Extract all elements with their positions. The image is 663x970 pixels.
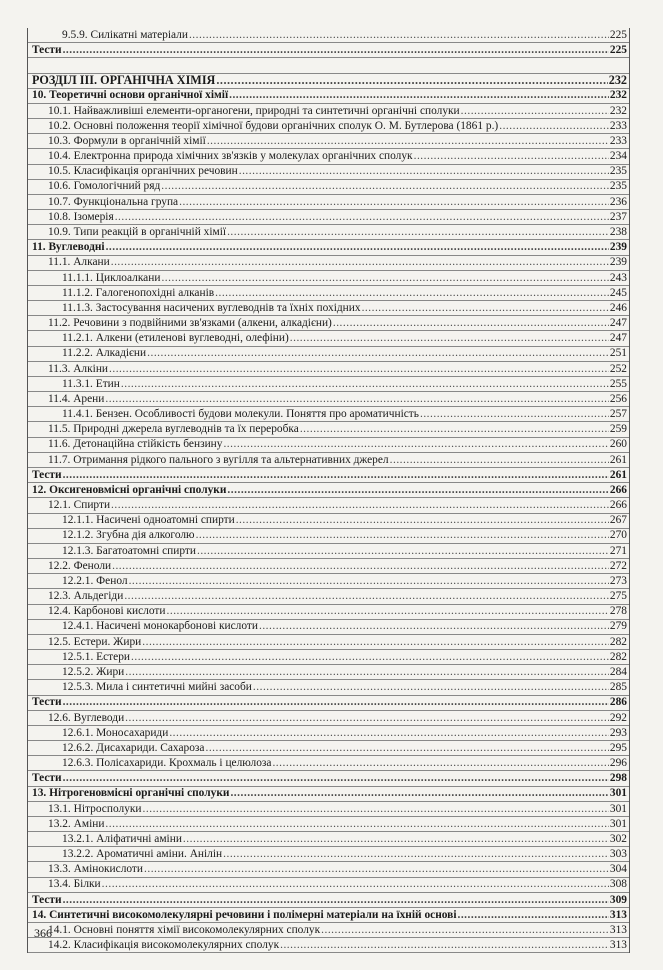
- toc-page-number: 236: [609, 195, 627, 208]
- dot-leader: [205, 743, 608, 755]
- toc-page-number: 247: [609, 332, 627, 345]
- toc-entry-title: 11.1.3. Застосування насичених вуглеводнів та їхніх похідних: [62, 301, 361, 314]
- dot-leader: [414, 151, 609, 163]
- toc-entry-title: Тести: [32, 893, 62, 906]
- dot-leader: [63, 697, 609, 709]
- toc-entry-title: РОЗДІЛ III. ОРГАНІЧНА ХІМІЯ: [32, 73, 216, 88]
- dot-leader: [216, 74, 607, 87]
- toc-page-number: 286: [609, 696, 627, 709]
- toc-heading-row: [28, 893, 629, 908]
- toc-entry-title: 13.3. Амінокислоти: [48, 863, 144, 876]
- dot-leader: [111, 500, 609, 512]
- toc-page-number: 275: [609, 590, 627, 603]
- dot-leader: [272, 758, 608, 770]
- toc-page-number: 304: [609, 863, 627, 876]
- toc-entry-row: [28, 605, 629, 620]
- toc-entry-row: [28, 923, 629, 938]
- toc-entry-row: [28, 225, 629, 240]
- toc-page-number: 308: [609, 878, 627, 891]
- toc-entry-title: 11.4.1. Бензен. Особливості будови молекули. Поняття про ароматичність: [62, 408, 419, 421]
- toc-entry-title: 11.1. Алкани: [48, 256, 110, 269]
- toc-entry-row: [28, 165, 629, 180]
- toc-entry-row: [28, 195, 629, 210]
- dot-leader: [63, 895, 609, 907]
- dot-leader: [124, 591, 609, 603]
- toc-entry-title: 12.1.2. Згубна дія алкоголю: [62, 529, 195, 542]
- toc-entry-title: 9.5.9. Силікатні матеріали: [62, 28, 188, 41]
- dot-leader: [112, 561, 609, 573]
- toc-page-number: 261: [609, 468, 627, 481]
- dot-leader: [142, 637, 609, 649]
- dot-leader: [239, 166, 609, 178]
- toc-entry-title: 11.7. Отримання рідкого пального з вугілля та альтернативних джерел: [48, 453, 389, 466]
- toc-page-number: 251: [609, 347, 627, 360]
- toc-page-number: 313: [609, 908, 627, 921]
- toc-entry-title: 11.5. Природні джерела вуглеводнів та їх переробка: [48, 423, 299, 436]
- dot-leader: [280, 940, 609, 952]
- toc-entry-title: 13.2. Аміни: [48, 817, 105, 830]
- dot-leader: [109, 364, 609, 376]
- page-number: 366: [34, 926, 52, 940]
- toc-page-number: 282: [609, 650, 627, 663]
- toc-page-number: 233: [609, 119, 627, 132]
- toc-entry-row: [28, 529, 629, 544]
- toc-entry-row: [28, 544, 629, 559]
- toc-heading-row: [28, 240, 629, 255]
- dot-leader: [230, 788, 608, 800]
- toc-page-number: 233: [609, 134, 627, 147]
- dot-leader: [111, 257, 609, 269]
- dot-leader: [223, 849, 609, 861]
- toc-page-number: 266: [609, 483, 627, 496]
- toc-page-number: 298: [609, 772, 627, 785]
- toc-page-number: 278: [609, 605, 627, 618]
- toc-entry-row: [28, 453, 629, 468]
- toc-page-number: 261: [609, 453, 627, 466]
- dot-leader: [259, 621, 609, 633]
- toc-entry-title: 12.6.2. Дисахариди. Сахароза: [62, 741, 205, 754]
- toc-entry-row: [28, 756, 629, 771]
- dot-leader: [300, 424, 609, 436]
- toc-page-number: 313: [609, 923, 627, 936]
- toc-page-number: 266: [609, 499, 627, 512]
- toc-entry-title: 11.2.2. Алкадієни: [62, 347, 147, 360]
- toc-page-number: 239: [609, 241, 627, 254]
- toc-entry-row: [28, 620, 629, 635]
- dot-leader: [63, 470, 609, 482]
- toc-entry-title: 12. Оксигеновмісні органічні сполуки: [32, 483, 227, 496]
- toc-entry-title: 12.2. Феноли: [48, 559, 112, 572]
- toc-entry-title: 12.5.2. Жири: [62, 665, 125, 678]
- toc-heading-row: [28, 74, 629, 89]
- toc-heading-row: [28, 89, 629, 104]
- toc-entry-row: [28, 741, 629, 756]
- toc-entry-title: Тести: [32, 772, 62, 785]
- toc-entry-row: [28, 422, 629, 437]
- toc-page-number: 243: [609, 271, 627, 284]
- toc-entry-row: [28, 149, 629, 164]
- toc-entry-title: 10.4. Електронна природа хімічних зв'язків у молекулах органічних сполук: [48, 150, 413, 163]
- dot-leader: [167, 606, 609, 618]
- toc-page-number: 255: [609, 377, 627, 390]
- toc-entry-title: 11.3. Алкіни: [48, 362, 109, 375]
- toc-entry-title: 10.1. Найважливіші елементи-органогени, природні та синтетичні органічні сполуки: [48, 104, 460, 117]
- toc-heading-row: [28, 771, 629, 786]
- toc-entry-title: 11.2. Речовини з подвійними зв'язками (алкени, алкадієни): [48, 317, 332, 330]
- toc-entry-row: [28, 802, 629, 817]
- toc-entry-row: [28, 392, 629, 407]
- toc-entry-row: [28, 301, 629, 316]
- toc-entry-title: 12.1.1. Насичені одноатомні спирти: [62, 514, 235, 527]
- toc-entry-row: [28, 271, 629, 286]
- toc-page-number: 237: [609, 210, 627, 223]
- toc-page-number: 260: [609, 438, 627, 451]
- toc-page-number: 293: [609, 726, 627, 739]
- toc-entry-title: 14.1. Основні поняття хімії високомолекулярних сполук: [48, 923, 321, 936]
- toc-entry-row: [28, 514, 629, 529]
- toc-entry-title: 10.8. Ізомерія: [48, 210, 114, 223]
- toc-entry-title: 12.4. Карбонові кислоти: [48, 605, 166, 618]
- toc-entry-title: 11.1.1. Циклоалкани: [62, 271, 161, 284]
- toc-entry-row: [28, 589, 629, 604]
- toc-entry-title: 10.5. Класифікація органічних речовин: [48, 165, 238, 178]
- toc-page-number: 313: [609, 939, 627, 952]
- dot-leader: [121, 379, 609, 391]
- dot-leader: [106, 242, 609, 254]
- table-of-contents: [27, 28, 630, 953]
- toc-entry-row: [28, 286, 629, 301]
- toc-entry-row: [28, 559, 629, 574]
- dot-leader: [227, 227, 609, 239]
- dot-leader: [253, 682, 609, 694]
- toc-entry-row: [28, 635, 629, 650]
- toc-entry-title: 12.1.3. Багатоатомні спирти: [62, 544, 196, 557]
- dot-leader: [183, 834, 609, 846]
- toc-entry-title: 14. Синтетичні високомолекулярні речовини і полімерні матеріали на їхній основі: [32, 908, 457, 921]
- dot-leader: [223, 439, 608, 451]
- dot-leader: [161, 181, 609, 193]
- dot-leader: [169, 728, 609, 740]
- dot-leader: [129, 576, 609, 588]
- toc-entry-row: [28, 650, 629, 665]
- toc-entry-row: [28, 331, 629, 346]
- toc-page-number: 272: [609, 559, 627, 572]
- toc-entry-title: 11. Вуглеводні: [32, 241, 105, 254]
- toc-page-number: 238: [609, 226, 627, 238]
- dot-leader: [457, 910, 608, 922]
- dot-leader: [333, 318, 609, 330]
- toc-entry-title: 13. Нітрогеновмісні органічні сполуки: [32, 787, 230, 800]
- toc-page-number: 279: [609, 620, 627, 633]
- toc-entry-row: [28, 316, 629, 331]
- dot-leader: [125, 667, 609, 679]
- dot-leader: [420, 409, 609, 421]
- dot-leader: [179, 197, 609, 209]
- toc-entry-title: 12.5.1. Естери: [62, 650, 131, 663]
- toc-page-number: 252: [609, 362, 627, 375]
- toc-entry-title: 13.1. Нітросполуки: [48, 802, 142, 815]
- toc-page-number: 232: [609, 89, 627, 102]
- toc-entry-row: [28, 180, 629, 195]
- dot-leader: [115, 212, 609, 224]
- toc-heading-row: [28, 787, 629, 802]
- dot-leader: [143, 804, 609, 816]
- dot-leader: [362, 303, 609, 315]
- toc-entry-title: Тести: [32, 43, 62, 56]
- toc-entry-title: 12.5.3. Мила і синтетичні мийні засоби: [62, 681, 252, 694]
- toc-entry-title: 11.2.1. Алкени (етиленові вуглеводні, олефіни): [62, 332, 289, 345]
- toc-page-number: 225: [609, 43, 627, 56]
- toc-entry-title: 10.3. Формули в органічній хімії: [48, 134, 206, 147]
- dot-leader: [196, 530, 609, 542]
- toc-entry-title: 11.1.2. Галогенопохідні алканів: [62, 286, 215, 299]
- dot-leader: [461, 106, 609, 118]
- toc-entry-row: [28, 574, 629, 589]
- dot-leader: [102, 879, 609, 891]
- toc-page-number: 301: [609, 802, 627, 815]
- toc-entry-title: 11.3.1. Етин: [62, 377, 120, 390]
- toc-entry-row: [28, 832, 629, 847]
- toc-entry-row: [28, 119, 629, 134]
- toc-page-number: 292: [609, 711, 627, 724]
- toc-entry-title: 12.6.3. Полісахариди. Крохмаль і целюлоза: [62, 757, 272, 770]
- toc-entry-row: [28, 210, 629, 225]
- toc-page-number: 256: [609, 392, 627, 405]
- toc-page-number: 246: [609, 301, 627, 314]
- toc-page-number: 232: [609, 104, 627, 117]
- toc-entry-title: 12.5. Естери. Жири: [48, 635, 142, 648]
- toc-entry-title: 11.4. Арени: [48, 392, 105, 405]
- toc-entry-title: 10.6. Гомологічний ряд: [48, 180, 161, 193]
- dot-leader: [105, 819, 608, 831]
- dot-leader: [125, 713, 609, 725]
- toc-page-number: 245: [609, 286, 627, 299]
- toc-entry-title: 13.2.1. Аліфатичні аміни: [62, 832, 182, 845]
- dot-leader: [215, 288, 609, 300]
- toc-entry-title: 13.4. Білки: [48, 878, 101, 891]
- toc-page-number: 259: [609, 423, 627, 436]
- toc-page-number: 284: [609, 665, 627, 678]
- dot-leader: [147, 348, 609, 360]
- toc-entry-title: 10.9. Типи реакцій в органічній хімії: [48, 226, 227, 238]
- toc-page-number: 232: [608, 73, 627, 88]
- toc-entry-title: 13.2.2. Ароматичні аміни. Анілін: [62, 848, 223, 861]
- toc-page-number: 247: [609, 317, 627, 330]
- dot-leader: [197, 546, 609, 558]
- toc-entry-row: [28, 665, 629, 680]
- toc-heading-row: [28, 468, 629, 483]
- toc-entry-row: [28, 438, 629, 453]
- toc-page-number: 235: [609, 165, 627, 178]
- toc-entry-row: [28, 407, 629, 422]
- toc-entry-title: Тести: [32, 468, 62, 481]
- toc-page-number: 295: [609, 741, 627, 754]
- dot-leader: [390, 455, 609, 467]
- dot-leader: [144, 864, 609, 876]
- dot-leader: [290, 333, 609, 345]
- dot-leader: [229, 90, 609, 102]
- dot-leader: [131, 652, 609, 664]
- toc-entry-row: [28, 847, 629, 862]
- toc-entry-title: 14.2. Класифікація високомолекулярних сполук: [48, 939, 280, 952]
- toc-entry-title: 10. Теоретичні основи органічної хімії: [32, 89, 229, 102]
- toc-entry-title: 12.3. Альдегіди: [48, 590, 124, 603]
- dot-leader: [63, 45, 609, 57]
- dot-leader: [161, 273, 608, 285]
- toc-entry-row: [28, 134, 629, 149]
- toc-heading-row: [28, 696, 629, 711]
- toc-page-number: 235: [609, 180, 627, 193]
- dot-leader: [63, 773, 609, 785]
- toc-entry-row: [28, 28, 629, 43]
- toc-page-number: 225: [609, 28, 627, 41]
- toc-entry-title: 10.2. Основні положення теорії хімічної будови органічних сполук О. М. Бутлерова (1861 р.): [48, 119, 499, 132]
- toc-entry-row: [28, 680, 629, 695]
- dot-leader: [105, 394, 609, 406]
- toc-page-number: 273: [609, 574, 627, 587]
- toc-heading-row: [28, 43, 629, 58]
- toc-entry-title: 12.6.1. Моносахариди: [62, 726, 169, 739]
- toc-entry-row: [28, 817, 629, 832]
- toc-page-number: 271: [609, 544, 627, 557]
- toc-page-number: 301: [609, 787, 627, 800]
- toc-entry-row: [28, 711, 629, 726]
- toc-entry-row: [28, 862, 629, 877]
- dot-leader: [321, 925, 609, 937]
- toc-entry-title: 12.6. Вуглеводи: [48, 711, 125, 724]
- toc-entry-title: 11.6. Детонаційна стійкість бензину: [48, 438, 223, 451]
- toc-entry-title: 12.2.1. Фенол: [62, 574, 128, 587]
- toc-entry-row: [28, 878, 629, 893]
- dot-leader: [227, 485, 608, 497]
- toc-page-number: 270: [609, 529, 627, 542]
- toc-page-number: 234: [609, 150, 627, 163]
- toc-entry-title: 12.1. Спирти: [48, 499, 111, 512]
- toc-entry-row: [28, 256, 629, 271]
- dot-leader: [236, 515, 609, 527]
- toc-entry-title: 10.7. Функціональна група: [48, 195, 179, 208]
- toc-page-number: 309: [609, 893, 627, 906]
- toc-entry-row: [28, 104, 629, 119]
- toc-page-number: 282: [609, 635, 627, 648]
- toc-spacer-row: [28, 58, 629, 73]
- dot-leader: [189, 30, 609, 42]
- toc-entry-title: 12.4.1. Насичені монокарбонові кислоти: [62, 620, 258, 633]
- dot-leader: [499, 121, 609, 133]
- toc-entry-row: [28, 726, 629, 741]
- toc-page-number: 296: [609, 757, 627, 770]
- toc-page-number: 267: [609, 514, 627, 527]
- toc-page-number: 285: [609, 681, 627, 694]
- dot-leader: [207, 136, 609, 148]
- toc-page-number: 301: [609, 817, 627, 830]
- toc-entry-title: Тести: [32, 696, 62, 709]
- toc-entry-row: [28, 498, 629, 513]
- toc-entry-row: [28, 362, 629, 377]
- toc-page-number: 239: [609, 256, 627, 269]
- toc-page-number: 257: [609, 408, 627, 421]
- toc-entry-row: [28, 347, 629, 362]
- toc-page-number: 303: [609, 848, 627, 861]
- toc-entry-row: [28, 377, 629, 392]
- toc-entry-row: [28, 938, 629, 953]
- toc-heading-row: [28, 483, 629, 498]
- toc-page-number: 302: [609, 832, 627, 845]
- toc-heading-row: [28, 908, 629, 923]
